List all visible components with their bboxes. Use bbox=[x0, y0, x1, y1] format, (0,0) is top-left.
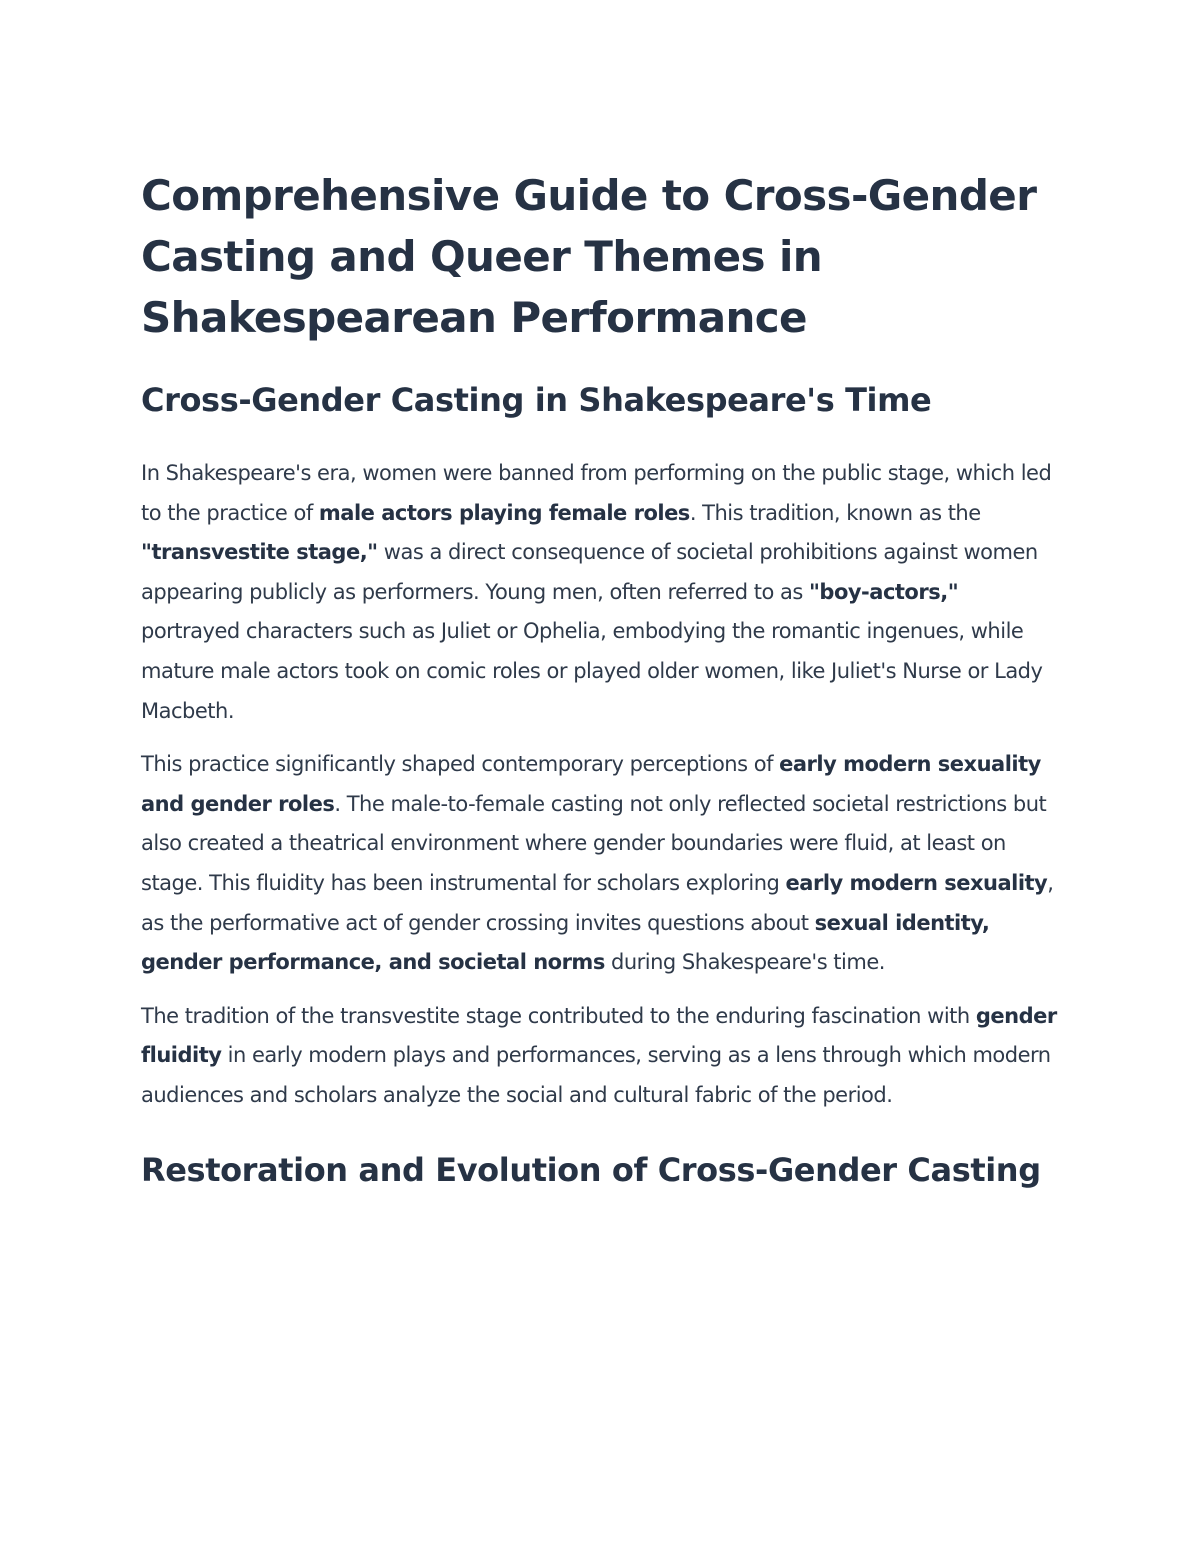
text-run: during Shakespeare's time. bbox=[604, 950, 885, 975]
text-run: was a direct consequence of societal prohibitions against women appearing publicly as performers. Young men, often referred to as bbox=[141, 540, 1038, 604]
text-run: In Shakespeare's era, women were banned from performing on the public stage, which led to the practice of bbox=[141, 461, 1052, 525]
bold-phrase: "boy-actors," bbox=[808, 579, 959, 604]
text-run: . The male-to-female casting not only reflected societal restrictions but also created a theatrical environment where gender boundaries were fluid, at least on stage. This fluidity has been instrumental for scholars exploring bbox=[141, 791, 1047, 895]
document-title: Comprehensive Guide to Cross-Gender Casting and Queer Themes in Shakespearean Performance bbox=[141, 171, 1037, 342]
text-run: in early modern plays and performances, serving as a lens through which modern audiences and scholars analyze the social and cultural fabric of the period. bbox=[141, 1043, 1051, 1107]
bold-phrase: male actors playing female roles bbox=[318, 500, 690, 525]
section-heading-restoration: Restoration and Evolution of Cross-Gender Casting bbox=[141, 1150, 1041, 1189]
bold-phrase: early modern sexuality and gender roles bbox=[141, 752, 1041, 816]
paragraph-gender-roles bbox=[141, 745, 1061, 983]
text-run: , as the performative act of gender crossing invites questions about bbox=[141, 870, 1054, 935]
bold-phrase: gender fluidity bbox=[141, 1003, 1057, 1068]
document-page bbox=[141, 165, 1061, 1198]
bold-phrase: sexual identity, gender performance, and societal norms bbox=[141, 910, 990, 975]
section-heading-shakespeares-time: Cross-Gender Casting in Shakespeare's Time bbox=[141, 381, 932, 419]
bold-phrase: "transvestite stage," bbox=[141, 540, 378, 565]
text-run: The tradition of the transvestite stage contributed to the enduring fascination with bbox=[141, 1003, 976, 1028]
text-run: portrayed characters such as Juliet or Ophelia, embodying the romantic ingenues, while mature male actors took on comic roles or played older women, like Juliet's Nurse or Lady Macbeth. bbox=[141, 619, 1043, 723]
text-run: . This tradition, known as the bbox=[689, 500, 981, 525]
text-run: This practice significantly shaped contemporary perceptions of bbox=[141, 752, 780, 777]
paragraph-gender-fluidity bbox=[141, 997, 1061, 1116]
paragraph-transvestite-stage bbox=[141, 454, 1061, 731]
bold-phrase: early modern sexuality bbox=[785, 870, 1048, 895]
